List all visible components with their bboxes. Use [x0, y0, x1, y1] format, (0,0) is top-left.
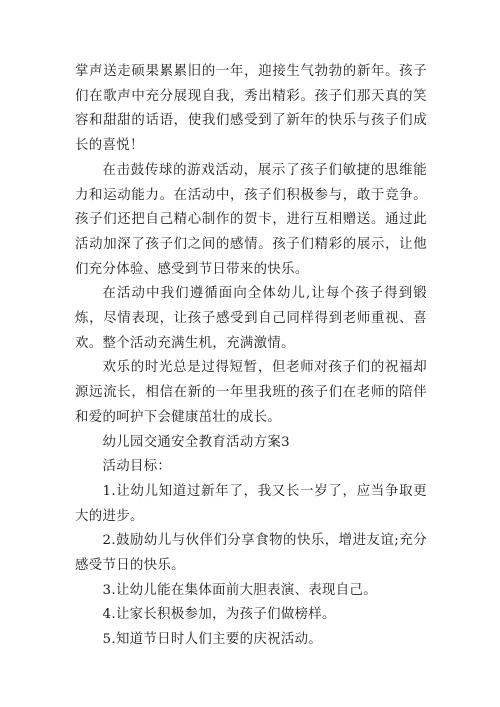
document-body: [75, 60, 427, 653]
section-title: 幼儿园交通安全教育活动方案3: [102, 434, 290, 450]
goals-heading: 活动目标：: [102, 459, 172, 475]
goal-item-1: 1.让幼儿知道过新年了，我又长一岁了，应当争取更大的进步。: [75, 483, 427, 524]
goal-item-3: 3.让幼儿能在集体面前大胆表演、表现自己。: [102, 582, 378, 598]
goal-item-4: 4.让家长积极参加，为孩子们做榜样。: [102, 607, 336, 623]
paragraph-activity-principle: 在活动中我们遵循面向全体幼儿,让每个孩子得到锻炼，尽情表现，让孩子感受到自己同样得到老师重视、喜欢。整个活动充满生机，充满激情。: [75, 286, 427, 351]
paragraph-closing-wishes: 欢乐的时光总是过得短暂，但老师对孩子们的祝福却源远流长，相信在新的一年里我班的孩子们在老师的陪伴和爱的呵护下会健康茁壮的成长。: [75, 360, 427, 425]
paragraph-drum-game: 在击鼓传球的游戏活动，展示了孩子们敏捷的思维能力和运动能力。在活动中，孩子们积极参与，敢于竞争。孩子们还把自己精心制作的贺卡，进行互相赠送。通过此活动加深了孩子们之间的感情。孩子们精彩的展示，让他们充分体验、感受到节日带来的快乐。: [75, 162, 427, 277]
goal-item-5: 5.知道节日时人们主要的庆祝活动。: [102, 632, 323, 648]
goal-item-2: 2.鼓励幼儿与伙伴们分享食物的快乐，增进友谊;充分感受节日的快乐。: [75, 533, 427, 574]
paragraph-new-year-summary: 掌声送走硕果累累旧的一年，迎接生气勃勃的新年。孩子们在歌声中充分展现自我，秀出精彩。孩子们那天真的笑容和甜甜的话语，使我们感受到了新年的快乐与孩子们成长的喜悦！: [75, 64, 427, 154]
